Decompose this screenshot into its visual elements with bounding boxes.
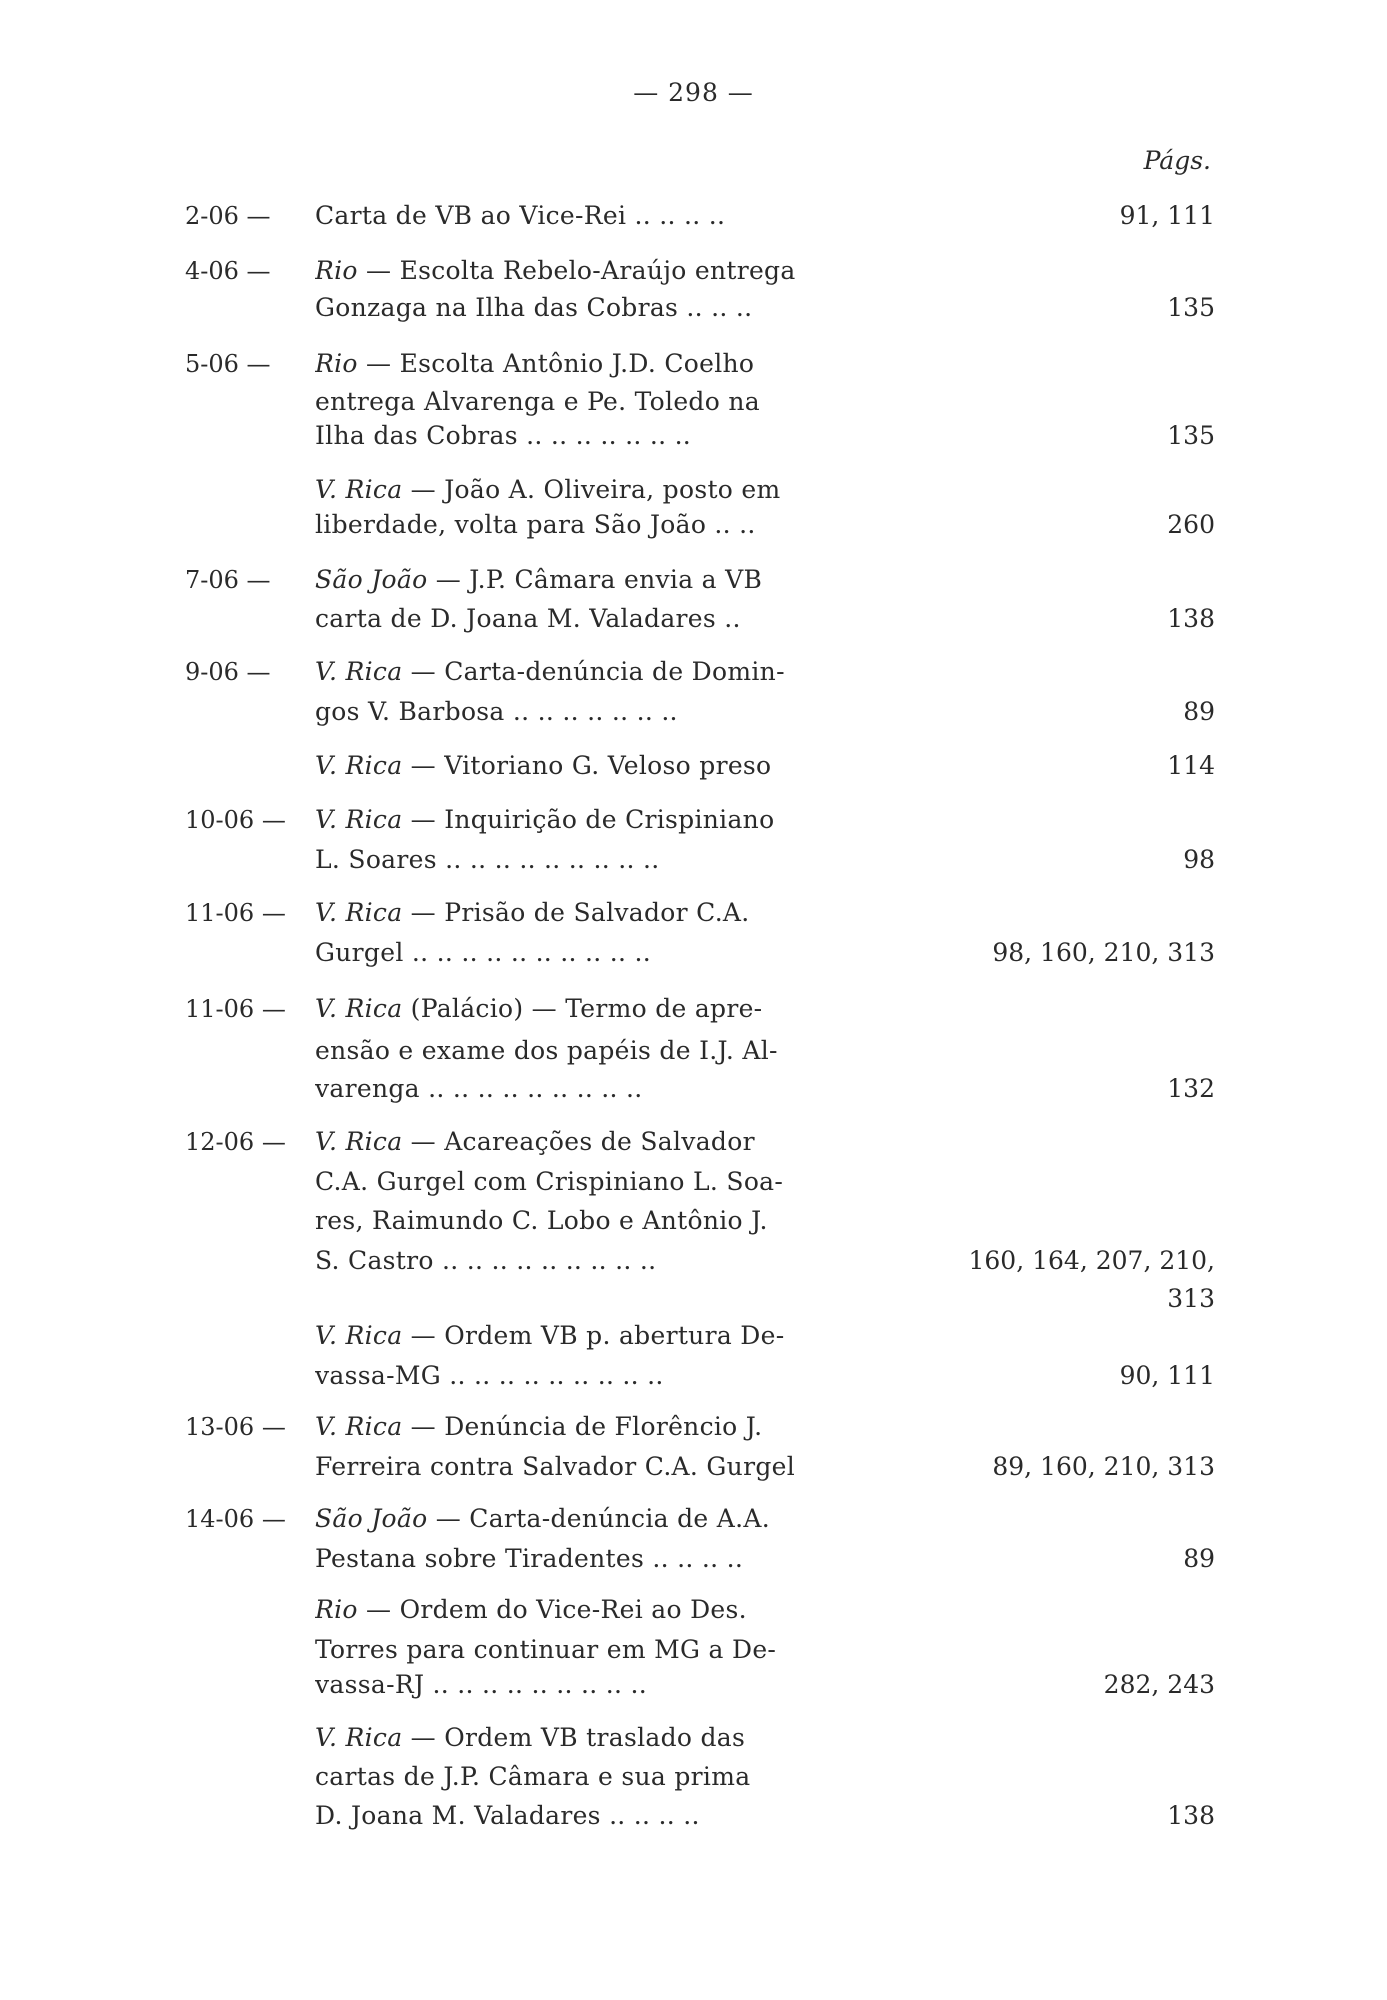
entry-description: Carta de VB ao Vice-Rei .. .. .. .. [315,201,726,230]
entry-pages: 114 [1167,751,1215,780]
entry-text [315,1203,911,1239]
entry-place: Rio [315,1595,358,1624]
entry-line [0,748,1387,784]
entry-line [0,253,1387,289]
entry-line [0,1033,1387,1069]
entry-text [315,1667,911,1703]
entry-description: vassa-RJ .. .. .. .. .. .. .. .. .. [315,1670,647,1699]
entry-line [0,1759,1387,1795]
entry-text [315,290,911,326]
entry-pages: 138 [1167,604,1215,633]
entry-text [315,1033,911,1069]
pages-column-header: Págs. [1143,146,1211,175]
entry-description: — Denúncia de Florêncio J. [402,1412,763,1441]
entry-line [0,802,1387,838]
entry-line [0,842,1387,878]
entry-place: V. Rica [315,994,403,1023]
entry-text [315,384,911,420]
entry-place: V. Rica [315,1321,403,1350]
entry-line [0,290,1387,326]
entry-text [315,1124,911,1160]
entry-date: 4-06 — [185,257,271,285]
entry-line [0,384,1387,420]
entry-description: L. Soares .. .. .. .. .. .. .. .. .. [315,845,660,874]
entry-place: V. Rica [315,475,403,504]
entry-text [315,1449,911,1485]
entry-date: 13-06 — [185,1413,286,1441]
entry-line [0,1164,1387,1200]
entry-description: gos V. Barbosa .. .. .. .. .. .. .. [315,697,678,726]
entry-description: Gonzaga na Ilha das Cobras .. .. .. [315,293,753,322]
entry-line [0,1281,1387,1317]
entry-place: V. Rica [315,1127,403,1156]
entry-place: V. Rica [315,751,403,780]
entry-text [315,935,911,971]
entry-text [315,253,911,289]
entry-line [0,694,1387,730]
entry-description: varenga .. .. .. .. .. .. .. .. .. [315,1074,643,1103]
entry-line [0,1203,1387,1239]
entry-pages: 313 [1167,1284,1215,1313]
entry-date: 2-06 — [185,202,271,230]
entry-text [315,1541,911,1577]
entry-text [315,694,911,730]
entry-line [0,1798,1387,1834]
entry-description: — Vitoriano G. Veloso preso [402,751,772,780]
entry-text [315,654,911,690]
entry-line [0,1243,1387,1279]
entry-text [315,1798,911,1834]
entry-line [0,935,1387,971]
entry-pages: 98, 160, 210, 313 [992,938,1215,967]
entry-pages: 160, 164, 207, 210, [968,1246,1215,1275]
entry-text [315,802,911,838]
entry-text [315,1243,911,1279]
entry-text [315,507,911,543]
entry-pages: 260 [1167,510,1215,539]
entry-text [315,1071,911,1107]
entry-line [0,1632,1387,1668]
entry-text [315,562,911,598]
entry-pages: 89, 160, 210, 313 [992,1452,1215,1481]
entry-description: — J.P. Câmara envia a VB [427,565,763,594]
entry-line [0,654,1387,690]
entry-description: — Escolta Rebelo-Araújo entrega [357,256,796,285]
entry-pages: 89 [1183,1544,1215,1573]
entry-date: 5-06 — [185,350,271,378]
entry-place: São João [315,565,428,594]
entry-place: V. Rica [315,1412,403,1441]
entry-place: Rio [315,256,358,285]
entry-description: — Ordem VB traslado das [402,1723,746,1752]
entry-pages: 138 [1167,1801,1215,1830]
entry-place: V. Rica [315,898,403,927]
entry-pages: 89 [1183,697,1215,726]
entry-description: — Ordem do Vice-Rei ao Des. [357,1595,747,1624]
entry-description: cartas de J.P. Câmara e sua prima [315,1762,751,1791]
entry-text [315,842,911,878]
entry-pages: 135 [1167,293,1215,322]
entry-line [0,472,1387,508]
entry-line [0,1541,1387,1577]
entry-text [315,346,911,382]
entry-place: V. Rica [315,657,403,686]
entry-place: V. Rica [315,805,403,834]
entry-text [315,748,911,784]
entry-description: — Ordem VB p. abertura De- [402,1321,785,1350]
entry-text [315,1501,911,1537]
entry-pages: 282, 243 [1103,1670,1215,1699]
entry-pages: 91, 111 [1119,201,1215,230]
entry-line [0,1124,1387,1160]
entry-description: entrega Alvarenga e Pe. Toledo na [315,387,760,416]
entry-date: 11-06 — [185,899,286,927]
entry-text [315,1318,911,1354]
entry-description: Torres para continuar em MG a De- [315,1635,777,1664]
entry-description: — Carta-denúncia de A.A. [427,1504,770,1533]
entry-description: liberdade, volta para São João .. .. [315,510,756,539]
entry-description: Pestana sobre Tiradentes .. .. .. .. [315,1544,744,1573]
entry-date: 12-06 — [185,1128,286,1156]
entry-text [315,991,911,1027]
entry-date: 10-06 — [185,806,286,834]
entry-description: — Prisão de Salvador C.A. [402,898,750,927]
entry-line [0,1318,1387,1354]
entry-line [0,601,1387,637]
entry-date: 9-06 — [185,658,271,686]
entry-description: — João A. Oliveira, posto em [402,475,781,504]
entry-description: — Acareações de Salvador [402,1127,755,1156]
entry-line [0,1592,1387,1628]
entry-line [0,895,1387,931]
entry-description: — Inquirição de Crispiniano [402,805,775,834]
entry-line [0,1071,1387,1107]
entry-line [0,562,1387,598]
entry-description: — Escolta Antônio J.D. Coelho [357,349,755,378]
entry-line [0,418,1387,454]
entry-line [0,1358,1387,1394]
entry-line [0,1501,1387,1537]
entry-text [315,1759,911,1795]
entry-text [315,1164,911,1200]
entry-description: C.A. Gurgel com Crispiniano L. Soa- [315,1167,784,1196]
entry-description: S. Castro .. .. .. .. .. .. .. .. .. [315,1246,657,1275]
entry-description: Ilha das Cobras .. .. .. .. .. .. .. [315,421,692,450]
entry-text [315,472,911,508]
entry-pages: 98 [1183,845,1215,874]
entry-description: (Palácio) — Termo de apre- [402,994,763,1023]
entry-description: Ferreira contra Salvador C.A. Gurgel [315,1452,796,1481]
entry-description: carta de D. Joana M. Valadares .. [315,604,741,633]
entry-text [315,1358,911,1394]
entry-pages: 132 [1167,1074,1215,1103]
entry-place: Rio [315,349,358,378]
entry-description: res, Raimundo C. Lobo e Antônio J. [315,1206,768,1235]
entry-text [315,418,911,454]
entry-place: São João [315,1504,428,1533]
entry-text [315,1720,911,1756]
entry-description: vassa-MG .. .. .. .. .. .. .. .. .. [315,1361,664,1390]
entry-description: ensão e exame dos papéis de I.J. Al- [315,1036,778,1065]
entry-pages: 90, 111 [1119,1361,1215,1390]
entry-text [315,601,911,637]
entry-description: — Carta-denúncia de Domin- [402,657,785,686]
entry-date: 14-06 — [185,1505,286,1533]
entry-place: V. Rica [315,1723,403,1752]
entry-line [0,198,1387,234]
entry-date: 11-06 — [185,995,286,1023]
entry-line [0,346,1387,382]
entry-line [0,1449,1387,1485]
entry-text [315,895,911,931]
entry-description: D. Joana M. Valadares .. .. .. .. [315,1801,700,1830]
entry-pages: 135 [1167,421,1215,450]
entry-text [315,1409,911,1445]
page-number: — 298 — [633,78,754,107]
entry-line [0,507,1387,543]
entry-text [315,198,911,234]
entry-line [0,991,1387,1027]
entry-line [0,1720,1387,1756]
entry-date: 7-06 — [185,566,271,594]
entry-line [0,1409,1387,1445]
entry-text [315,1592,911,1628]
entry-text [315,1632,911,1668]
entry-description: Gurgel .. .. .. .. .. .. .. .. .. .. [315,938,652,967]
entry-line [0,1667,1387,1703]
